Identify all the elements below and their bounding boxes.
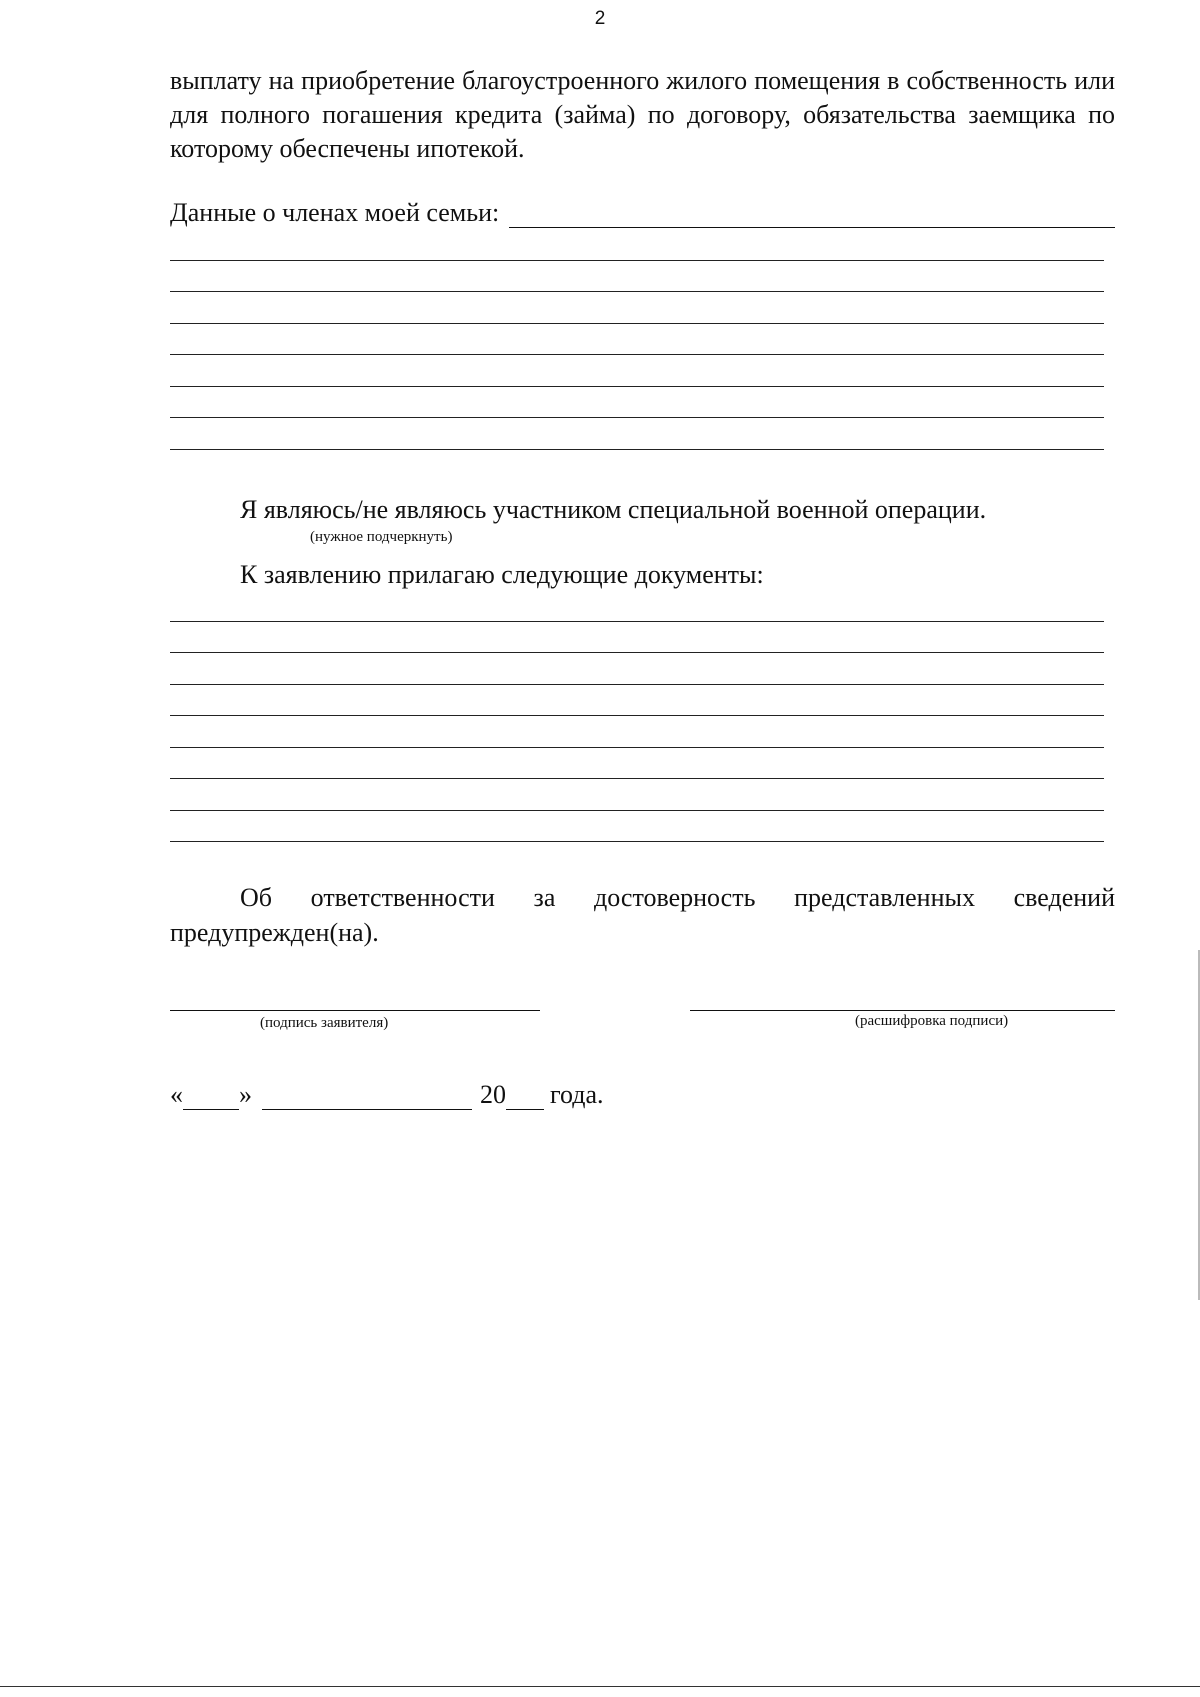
family-member-line[interactable] bbox=[170, 324, 1104, 356]
date-year-blank[interactable] bbox=[506, 1085, 544, 1110]
document-line[interactable] bbox=[170, 590, 1104, 622]
applicant-signature-line[interactable] bbox=[170, 1010, 540, 1011]
date-year-prefix: 20 bbox=[480, 1080, 506, 1109]
family-members-lines bbox=[170, 229, 1104, 450]
date-day-blank[interactable] bbox=[183, 1085, 239, 1110]
signature-decoding-label: (расшифровка подписи) bbox=[855, 1013, 1009, 1029]
scan-bottom-edge bbox=[0, 1686, 1200, 1687]
documents-label: К заявлению прилагаю следующие документы: bbox=[240, 560, 764, 589]
documents-lines bbox=[170, 590, 1104, 842]
date-month-blank[interactable] bbox=[262, 1085, 472, 1110]
document-line[interactable] bbox=[170, 811, 1104, 843]
family-member-line[interactable] bbox=[170, 355, 1104, 387]
document-line[interactable] bbox=[170, 716, 1104, 748]
family-member-line[interactable] bbox=[170, 229, 1104, 261]
document-line[interactable] bbox=[170, 685, 1104, 717]
date-row bbox=[170, 1080, 604, 1110]
date-open-quote: « bbox=[170, 1080, 183, 1109]
family-member-line[interactable] bbox=[170, 261, 1104, 293]
family-member-line[interactable] bbox=[170, 418, 1104, 450]
document-line[interactable] bbox=[170, 653, 1104, 685]
responsibility-warning-line-1: Об ответственности за достоверность представленных сведений bbox=[240, 883, 1115, 912]
family-member-line[interactable] bbox=[170, 387, 1104, 419]
document-line[interactable] bbox=[170, 779, 1104, 811]
signature-decoding-line[interactable] bbox=[690, 1010, 1115, 1011]
svo-statement: Я являюсь/не являюсь участником специальной военной операции. bbox=[240, 495, 987, 524]
responsibility-warning bbox=[170, 880, 1115, 950]
family-members-label: Данные о членах моей семьи: bbox=[170, 198, 500, 227]
document-line[interactable] bbox=[170, 622, 1104, 654]
family-members-first-line[interactable] bbox=[509, 205, 1115, 228]
intro-paragraph: выплату на приобретение благоустроенного жилого помещения в собственность или для полного погашения кредита (займа) по договору, обязательства заемщика по которому обеспечены ипотекой. bbox=[170, 66, 1115, 163]
family-member-line[interactable] bbox=[170, 292, 1104, 324]
family-members-row bbox=[170, 198, 1115, 228]
date-suffix: года. bbox=[550, 1080, 604, 1109]
svo-note: (нужное подчеркнуть) bbox=[310, 529, 453, 545]
responsibility-warning-line-2: предупрежден(на). bbox=[170, 918, 379, 947]
page-number: 2 bbox=[594, 8, 606, 29]
applicant-signature-label: (подпись заявителя) bbox=[260, 1015, 389, 1031]
date-close-quote: » bbox=[239, 1080, 252, 1109]
document-line[interactable] bbox=[170, 748, 1104, 780]
